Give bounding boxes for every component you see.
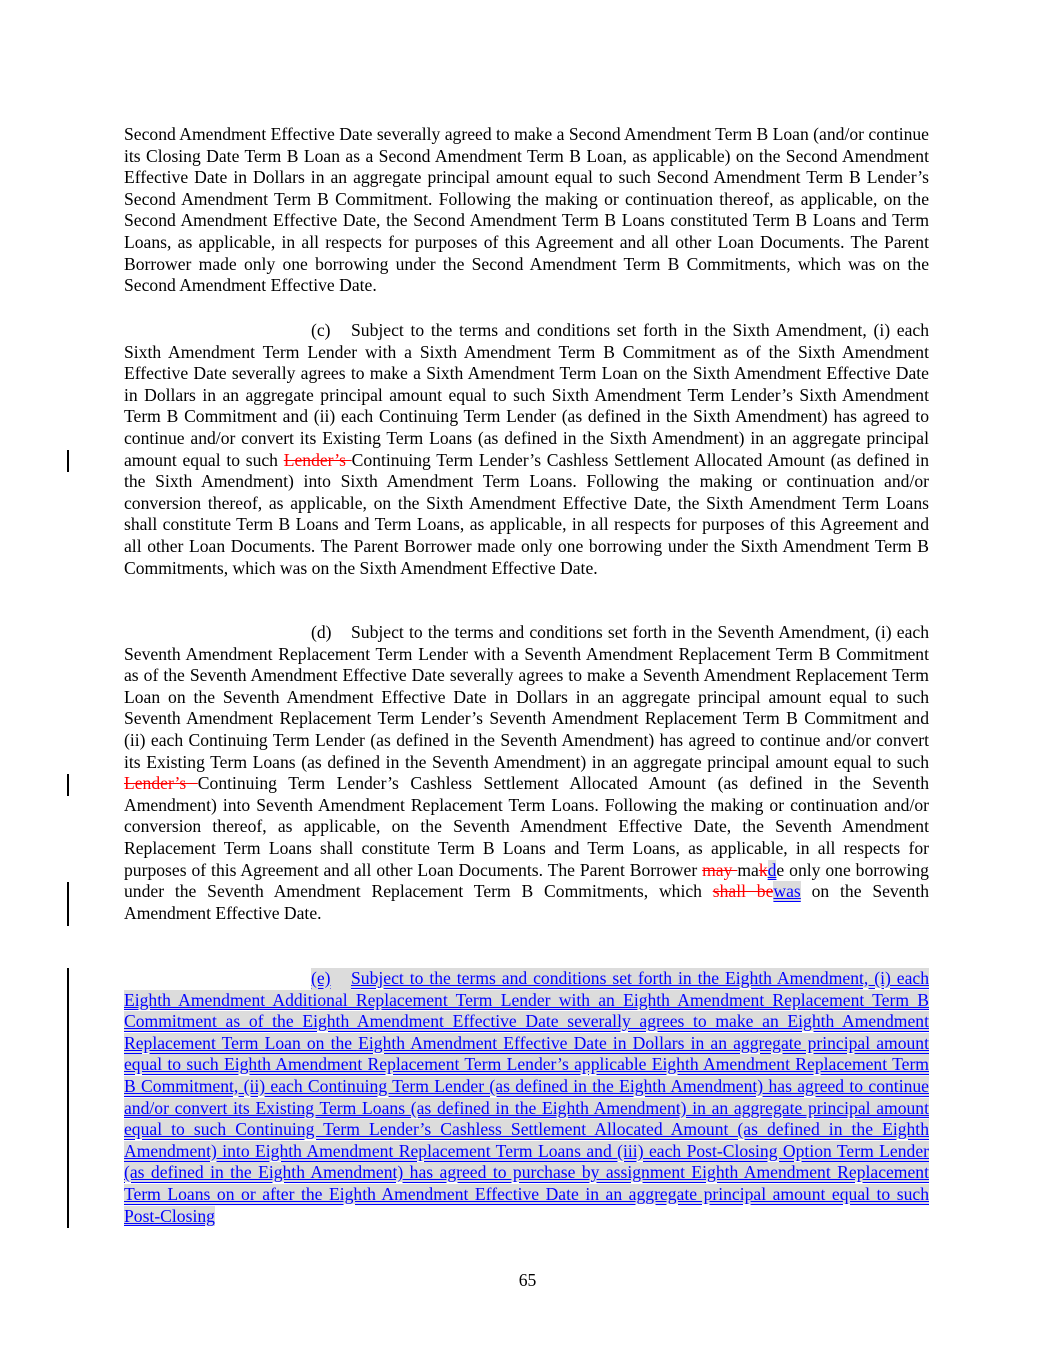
paragraph-label: (e) [311,968,351,990]
deleted-text: Lender’s [283,449,352,470]
paragraph-e-inserted [124,968,929,1227]
change-bar [67,774,69,796]
deleted-text: may [702,859,738,880]
deleted-text: k [758,859,768,880]
change-bar [67,450,69,472]
page-number: 65 [518,1270,537,1290]
deleted-text: shall be [712,881,774,902]
paragraph-text: ma [737,859,759,880]
paragraph-text: Subject to the terms and conditions set forth in the Seventh Amendment, (i) each Seventh Amendment Replacement Term Lender with a Seventh Amendment Replacement Term B Commitment as of the Seventh Amendment Effective Date severally agrees to make a Seventh Amendment Replacement Term Loan on the Seventh Amendment Effective Date in Dollars in an aggregate principal amount equal to such Seventh Amendment Replacement Term Lender’s Seventh Amendment Replacement Term B Commitment and (ii) each Continuing Term Lender (as defined in the Seventh Amendment) has agreed to continue and/or convert its Existing Term Loans (as defined in the Seventh Amendment) in an aggregate principal amount equal to such [124,622,929,772]
paragraph-text: e only one borrowing under the Seventh Amendment Replacement Term B Commitments, which [124,859,929,902]
change-bar [67,968,69,1228]
inserted-text: d [767,859,777,880]
paragraph-label: (c) [311,320,331,340]
paragraph-label: (d) [311,622,332,642]
inserted-text: was [773,881,801,902]
change-bar [67,882,69,926]
paragraph-text: Second Amendment Effective Date severally agreed to make a Second Amendment Term B Loan (and/or continue its Closing Date Term B Loan as a Second Amendment Term B Loan, as applicable) on the Second Amendment Effective Date in Dollars in an aggregate principal amount equal to such Second Amendment Term B Lender’s Second Amendment Term B Commitment. Following the making or continuation thereof, as applicable, on the Second Amendment Effective Date, the Second Amendment Term B Loans constituted Term B Loans and Term Loans, as applicable, in all respects for purposes of this Agreement and all other Loan Documents. The Parent Borrower made only one borrowing under the Second Amendment Term B Commitments, which was on the Second Amendment Effective Date. [124,124,929,296]
inserted-text: Subject to the terms and conditions set forth in the Eighth Amendment, (i) each Eighth Amendment Additional Replacement Term Lender with an Eighth Amendment Replacement Term B Commitment as of the Eighth Amendment Effective Date severally agrees to make an Eighth Amendment Replacement Term Loan on the Eighth Amendment Effective Date in Dollars in an aggregate principal amount equal to such Eighth Amendment Replacement Term Lender’s applicable Eighth Amendment Replacement Term B Commitment, (ii) each Continuing Term Lender (as defined in the Eighth Amendment) has agreed to continue and/or convert its Existing Term Loans (as defined in the Eighth Amendment) in an aggregate principal amount equal to such Continuing Term Lender’s Cashless Settlement Allocated Amount (as defined in the Eighth Amendment) into Eighth Amendment Replacement Term Loans and (iii) each Post-Closing Option Term Lender (as defined in the Eighth Amendment) has agreed to purchase by assignment Eighth Amendment Replacement Term Loans on or after the Eighth Amendment Effective Date in an aggregate principal amount equal to such Post-Closing [124,968,929,1226]
paragraph-d [124,622,929,924]
deleted-text: Lender’s [124,773,198,794]
paragraph-text: Subject to the terms and conditions set forth in the Sixth Amendment, (i) each Sixth Amendment Term Lender with a Sixth Amendment Term B Commitment as of the Sixth Amendment Effective Date severally agrees to make a Sixth Amendment Term Loan on the Sixth Amendment Effective Date in Dollars in an aggregate principal amount equal to such Sixth Amendment Term Lender’s Sixth Amendment Term B Commitment and (ii) each Continuing Term Lender (as defined in the Sixth Amendment) has agreed to continue and/or convert its Existing Term Loans (as defined in the Sixth Amendment) in an aggregate principal amount equal to such [124,320,929,470]
paragraph-b-continuation [124,124,929,297]
paragraph-c [124,320,929,579]
paragraph-text: Continuing Term Lender’s Cashless Settlement Allocated Amount (as defined in the Sixth Amendment) into Sixth Amendment Term Loans. Following the making or continuation and/or conversion thereof, as applicable, on the Sixth Amendment Effective Date, the Sixth Amendment Term Loans shall constitute Term B Loans and Term Loans, as applicable, in all respects for purposes of this Agreement and all other Loan Documents. The Parent Borrower made only one borrowing under the Sixth Amendment Term B Commitments, which was on the Sixth Amendment Effective Date. [124,449,930,578]
paragraph-text: Continuing Term Lender’s Cashless Settlement Allocated Amount (as defined in the Seventh Amendment) into Seventh Amendment Replacement Term Loans. Following the making or continuation and/or conversion thereof, as applicable, on the Seventh Amendment Effective Date, the Seventh Amendment Replacement Term Loans shall constitute Term B Loans and Term Loans, as applicable, in all respects for purposes of this Agreement and all other Loan Documents. The Parent Borrower [124,773,929,880]
paragraph-text: on the Seventh Amendment Effective Date. [124,881,930,923]
